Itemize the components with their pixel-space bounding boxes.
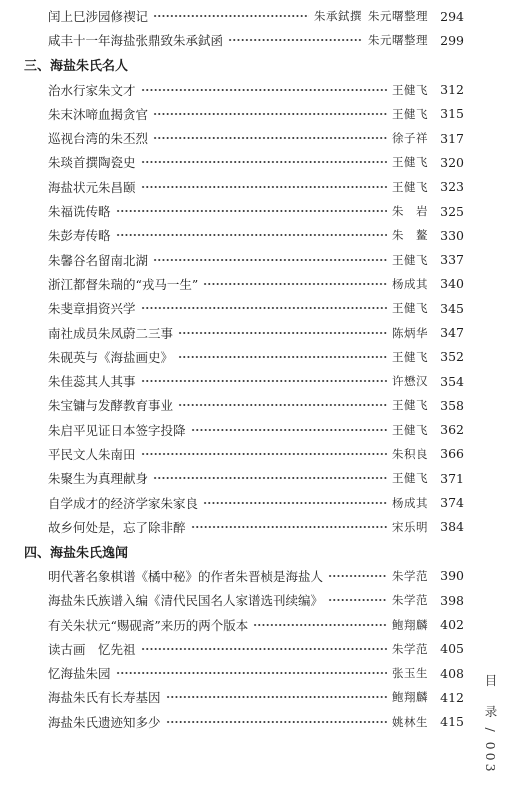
entry-author: 朱元曙整理 (368, 33, 428, 48)
dot-leader (153, 110, 387, 118)
dot-leader (141, 645, 387, 653)
entry-author: 陈炳华 (392, 325, 428, 340)
toc-entry[interactable] (24, 442, 464, 466)
dot-leader (328, 596, 387, 604)
dot-leader (116, 669, 387, 677)
page-side-label: 目 录 / 003 (483, 674, 498, 775)
dot-leader (153, 134, 387, 142)
entry-page-number: 352 (440, 349, 464, 365)
entry-page-number: 294 (440, 8, 464, 24)
entry-title: 朱馨谷名留南北湖 (48, 252, 149, 268)
entry-page-number: 412 (440, 689, 464, 705)
dot-leader (116, 231, 387, 239)
entry-author: 王健飞 (392, 349, 428, 364)
section-heading: 四、海盐朱氏逸闻 (24, 545, 129, 561)
entry-author: 许懋汉 (392, 374, 428, 389)
entry-title: 巡视台湾的朱丕烈 (48, 131, 149, 147)
entry-author: 朱学范 (392, 593, 428, 608)
toc-entry[interactable] (24, 588, 464, 612)
entry-title: 海盐状元朱昌颐 (48, 179, 136, 195)
toc-entry[interactable] (24, 637, 464, 661)
entry-title: 朱琰首撰陶瓷史 (48, 155, 136, 171)
toc-entry[interactable] (24, 28, 464, 52)
dot-leader (253, 621, 387, 629)
entry-title: 咸丰十一年海盐张鼎致朱承鉽函 (48, 33, 224, 49)
entry-page-number: 337 (440, 252, 464, 268)
entry-title: 忆海盐朱园 (48, 666, 111, 682)
entry-title: 朱聚生为真理献身 (48, 471, 149, 487)
entry-page-number: 408 (440, 665, 464, 681)
toc-entry[interactable] (24, 661, 464, 685)
dot-leader (191, 523, 387, 531)
entry-title: 朱佳蕊其人其事 (48, 374, 136, 390)
dot-leader (178, 353, 387, 361)
toc-entry[interactable] (24, 272, 464, 296)
dot-leader (141, 377, 387, 385)
entry-title: 平民文人朱南田 (48, 446, 136, 462)
entry-author: 张玉生 (392, 666, 428, 681)
entry-author: 杨成其 (392, 276, 428, 291)
toc-entry[interactable] (24, 369, 464, 393)
toc-entry[interactable] (24, 4, 464, 28)
entry-author: 杨成其 (392, 495, 428, 510)
entry-title: 朱宝镛与发酵教育事业 (48, 398, 174, 414)
entry-page-number: 299 (440, 32, 464, 48)
section-heading: 三、海盐朱氏名人 (24, 59, 129, 75)
dot-leader (141, 86, 387, 94)
entry-author: 王健飞 (392, 422, 428, 437)
entry-page-number: 366 (440, 446, 464, 462)
toc-entry[interactable] (24, 515, 464, 539)
entry-author: 王健飞 (392, 179, 428, 194)
entry-author: 王健飞 (392, 301, 428, 316)
entry-author: 王健飞 (392, 398, 428, 413)
toc-entry[interactable] (24, 296, 464, 320)
entry-page-number: 402 (440, 617, 464, 633)
dot-leader (203, 280, 387, 288)
entry-author: 朱 鳌 (392, 228, 428, 243)
entry-author: 朱学范 (392, 641, 428, 656)
toc-entry[interactable] (24, 393, 464, 417)
entry-title: 海盐朱氏有长寿基因 (48, 690, 161, 706)
entry-author: 朱 岩 (392, 204, 428, 219)
entry-page-number: 345 (440, 300, 464, 316)
entry-page-number: 315 (440, 106, 464, 122)
entry-page-number: 317 (440, 130, 464, 146)
dot-leader (166, 718, 387, 726)
dot-leader (228, 36, 363, 44)
entry-page-number: 362 (440, 422, 464, 438)
entry-title: 自学成才的经济学家朱家良 (48, 495, 199, 511)
entry-title: 故乡何处是，忘了除非醉 (48, 519, 186, 535)
toc-entry[interactable] (24, 150, 464, 174)
dot-leader (178, 401, 387, 409)
toc-entry[interactable] (24, 685, 464, 709)
dot-leader (153, 474, 387, 482)
toc-entry[interactable] (24, 320, 464, 344)
entry-title: 海盐朱氏遗迹知多少 (48, 714, 161, 730)
entry-page-number: 398 (440, 592, 464, 608)
entry-author: 朱积良 (392, 446, 428, 461)
entry-page-number: 358 (440, 397, 464, 413)
toc-entry[interactable] (24, 564, 464, 588)
entry-page-number: 384 (440, 519, 464, 535)
entry-title: 朱末沐啼血揭贪官 (48, 106, 149, 122)
entry-author: 徐子祥 (392, 131, 428, 146)
dot-leader (328, 572, 387, 580)
entry-title: 朱福诜传略 (48, 204, 111, 220)
dot-leader (166, 693, 387, 701)
dot-leader (203, 499, 387, 507)
dot-leader (141, 304, 387, 312)
toc-entry[interactable] (24, 490, 464, 514)
toc-entry[interactable] (24, 102, 464, 126)
entry-page-number: 354 (440, 373, 464, 389)
entry-editor: 朱元曙整理 (368, 9, 428, 24)
entry-title: 朱砚英与《海盐画史》 (48, 349, 174, 365)
entry-author: 鲍翔麟 (392, 690, 428, 705)
entry-page-number: 405 (440, 641, 464, 657)
entry-author: 鲍翔麟 (392, 617, 428, 632)
entry-page-number: 390 (440, 568, 464, 584)
entry-author: 王健飞 (392, 471, 428, 486)
entry-title: 南社成员朱凤蔚二三事 (48, 325, 174, 341)
entry-author: 宋乐明 (392, 519, 428, 534)
table-of-contents (24, 4, 464, 734)
entry-title: 朱斐章捐资兴学 (48, 301, 136, 317)
entry-page-number: 323 (440, 179, 464, 195)
entry-title: 明代著名象棋谱《橘中秘》的作者朱晋桢是海盐人 (48, 568, 324, 584)
dot-leader (116, 207, 387, 215)
toc-entry[interactable] (24, 175, 464, 199)
entry-author: 王健飞 (392, 82, 428, 97)
entry-author: 朱承鉽撰 (314, 9, 362, 24)
entry-author: 姚林生 (392, 714, 428, 729)
entry-page-number: 320 (440, 154, 464, 170)
toc-entry[interactable] (24, 223, 464, 247)
entry-page-number: 347 (440, 325, 464, 340)
entry-author: 王健飞 (392, 252, 428, 267)
dot-leader (153, 256, 387, 264)
toc-entry[interactable] (24, 710, 464, 734)
entry-author: 王健飞 (392, 106, 428, 121)
dot-leader (178, 329, 387, 337)
dot-leader (141, 158, 387, 166)
entry-title: 朱彭寿传略 (48, 228, 111, 244)
entry-title: 闰上巳涉园修禊记 (48, 9, 149, 25)
entry-page-number: 371 (440, 470, 464, 486)
entry-title: 朱启平见证日本签字投降 (48, 422, 186, 438)
toc-entry[interactable] (24, 126, 464, 150)
dot-leader (153, 12, 309, 20)
dot-leader (191, 426, 387, 434)
entry-title: 浙江都督朱瑞的“戎马一生” (48, 276, 199, 292)
toc-entry[interactable] (24, 247, 464, 271)
entry-page-number: 340 (440, 276, 464, 292)
toc-entry[interactable] (24, 466, 464, 490)
toc-entry[interactable] (24, 345, 464, 369)
entry-author: 朱学范 (392, 568, 428, 583)
entry-page-number: 325 (440, 203, 464, 219)
entry-page-number: 374 (440, 495, 464, 511)
entry-title: 治水行家朱文才 (48, 82, 136, 98)
dot-leader (141, 450, 387, 458)
dot-leader (141, 183, 387, 191)
entry-page-number: 415 (440, 714, 464, 730)
toc-entry[interactable] (24, 418, 464, 442)
entry-title: 海盐朱氏族谱入编《清代民国名人家谱选刊续编》 (48, 593, 324, 609)
entry-title: 有关朱状元“赐砚斋”来历的两个版本 (48, 617, 249, 633)
entry-page-number: 330 (440, 227, 464, 243)
toc-entry[interactable] (24, 77, 464, 101)
entry-page-number: 312 (440, 82, 464, 98)
toc-entry[interactable] (24, 612, 464, 636)
entry-author: 王健飞 (392, 155, 428, 170)
entry-title: 读古画 忆先祖 (48, 641, 136, 657)
toc-entry[interactable] (24, 199, 464, 223)
